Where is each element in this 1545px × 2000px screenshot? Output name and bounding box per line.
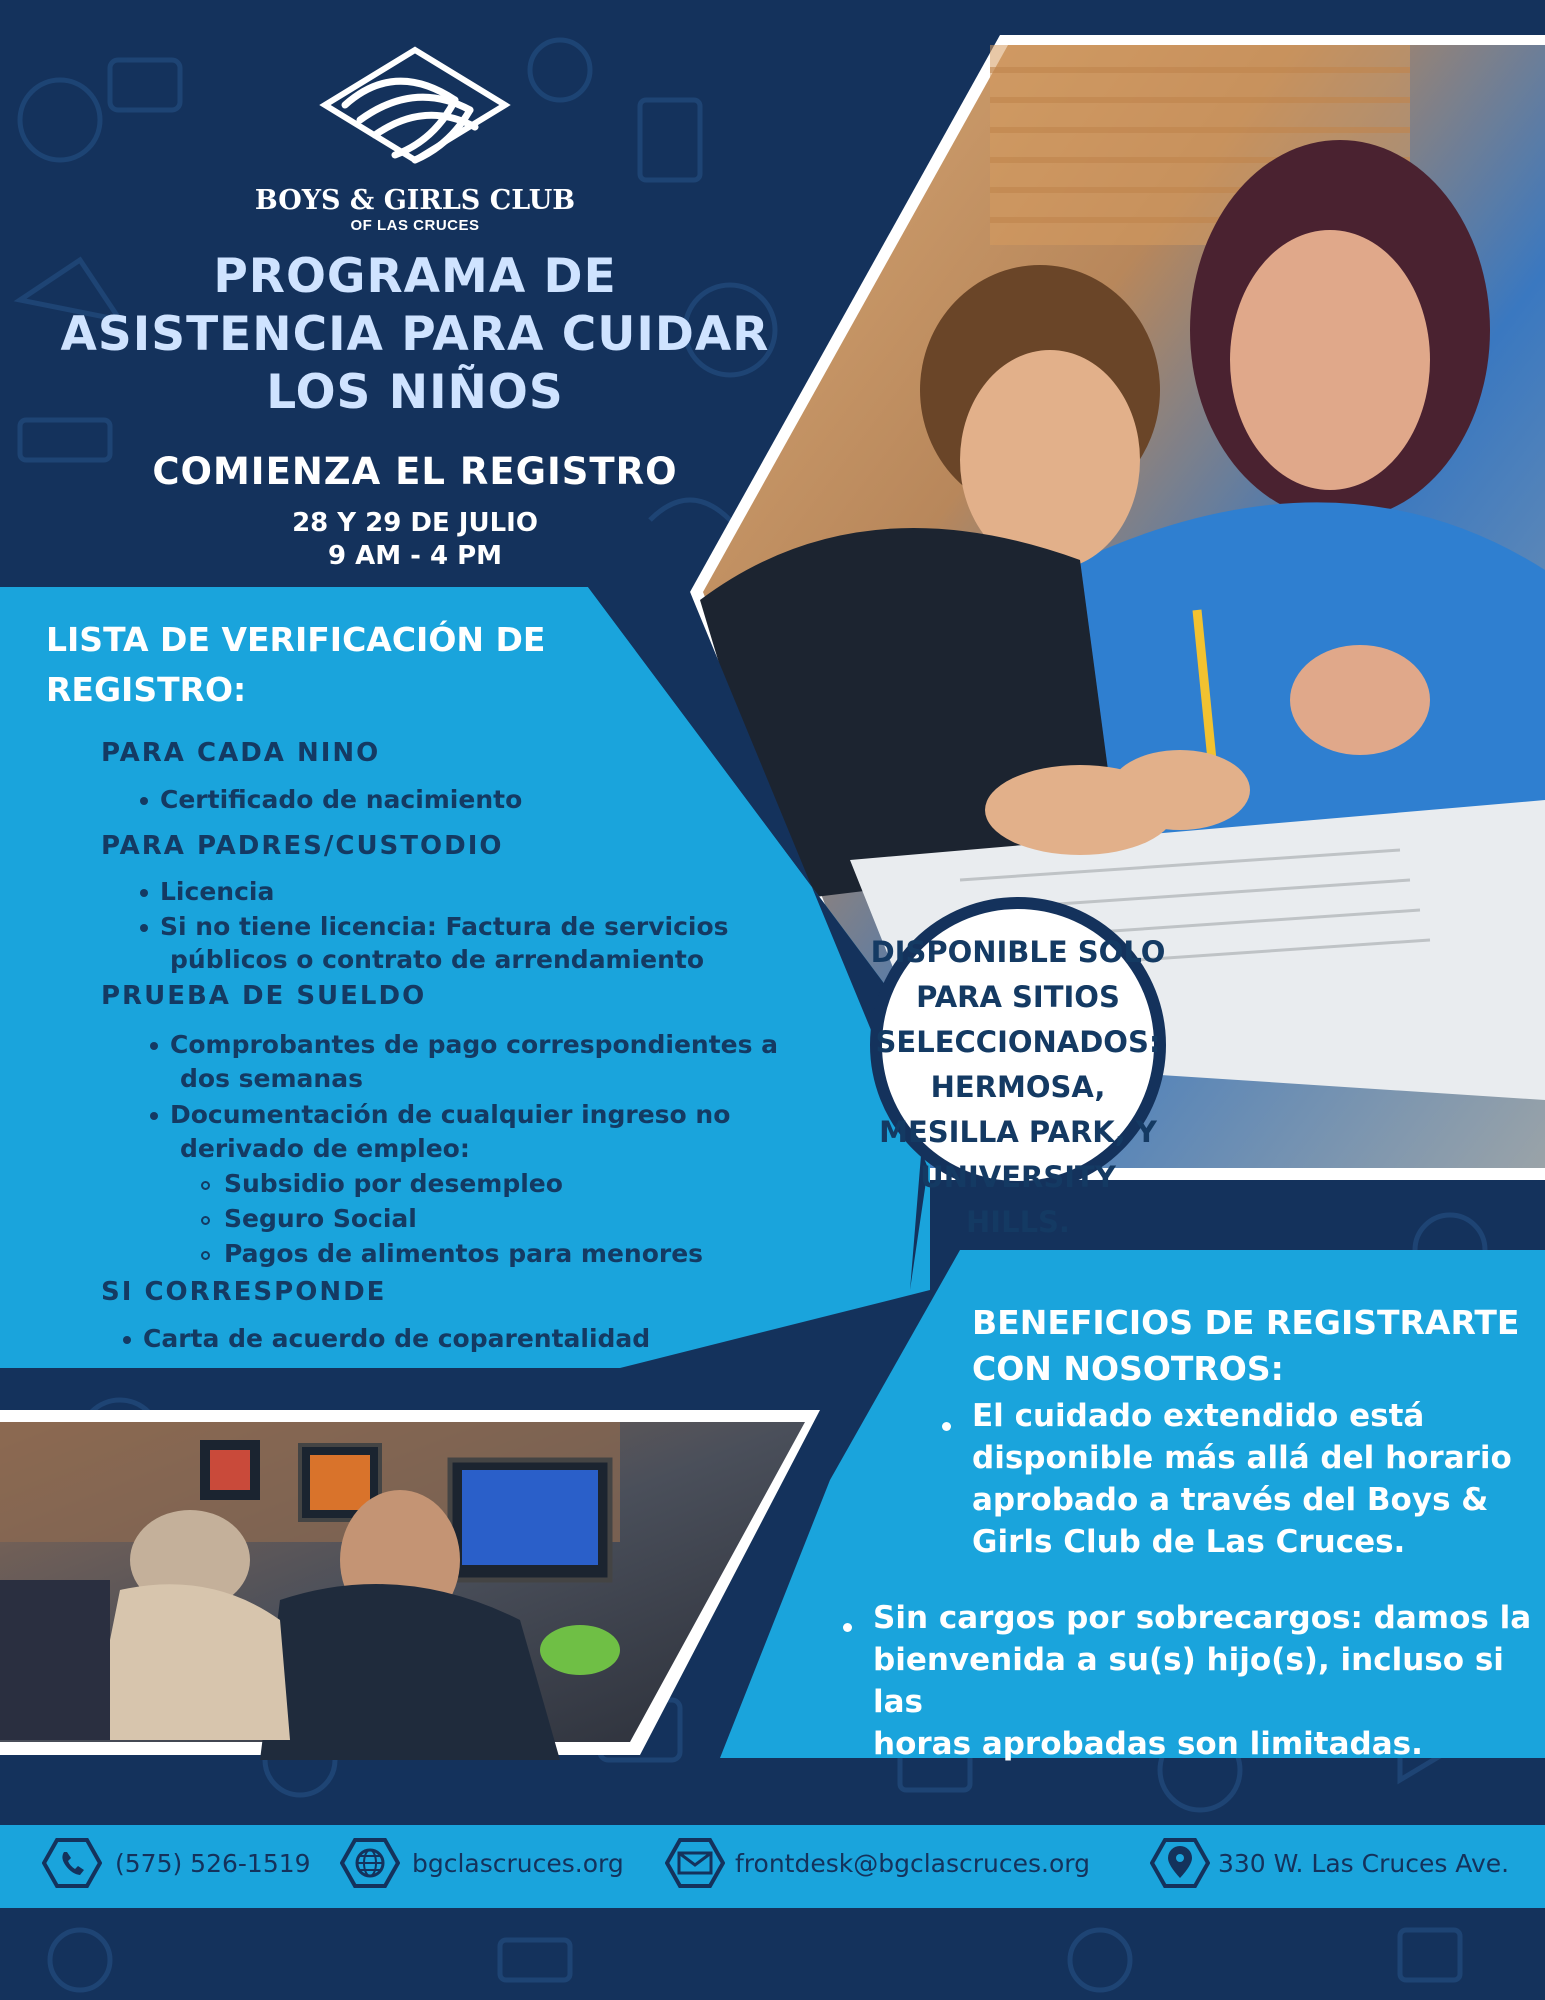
club-location: OF LAS CRUCES: [350, 217, 480, 234]
item-text: Si no tiene licencia: Factura de servicios: [160, 912, 729, 941]
bullet-icon: [150, 1042, 158, 1050]
availability-line: DISPONIBLE SOLO: [870, 935, 1166, 969]
section-heading-if-applicable: SI CORRESPONDE: [101, 1277, 387, 1307]
sub-bullet-icon: [201, 1216, 210, 1225]
globe-icon: [340, 1837, 400, 1889]
bullet-icon: [140, 797, 148, 805]
checklist-title-line: REGISTRO:: [46, 670, 247, 709]
title-line: LOS NIÑOS: [266, 365, 564, 420]
bullet-icon: [150, 1112, 158, 1120]
availability-line: MESILLA PARK, Y: [879, 1115, 1157, 1149]
phone-icon: [42, 1837, 102, 1889]
checklist-item-continued: derivado de empleo:: [180, 1134, 470, 1163]
checklist-title-line: LISTA DE VERIFICACIÓN DE: [46, 620, 546, 659]
item-text: Licencia: [160, 877, 275, 906]
availability-line: PARA SITIOS: [916, 980, 1120, 1014]
benefit-item-no-overcharges: [873, 1597, 1533, 1765]
availability-line: HERMOSA,: [930, 1070, 1106, 1104]
availability-line: SELECCIONADOS:: [875, 1025, 1161, 1059]
benefit-line: Sin cargos por sobrecargos: damos la: [873, 1600, 1532, 1636]
program-title: [10, 248, 820, 422]
checklist-subitem: [201, 1237, 703, 1270]
bullet-icon: [140, 889, 148, 897]
contact-address: 330 W. Las Cruces Ave.: [1218, 1849, 1510, 1878]
subitem-text: Seguro Social: [224, 1204, 417, 1233]
registration-schedule: [160, 507, 670, 573]
benefit-line: Girls Club de Las Cruces.: [972, 1524, 1406, 1560]
benefits-title-line: CON NOSOTROS:: [972, 1349, 1284, 1388]
benefit-line: bienvenida a su(s) hijo(s), incluso si las: [873, 1642, 1504, 1720]
checklist-item: [140, 910, 729, 943]
benefits-title-line: BENEFICIOS DE REGISTRARTE: [972, 1303, 1520, 1342]
club-logo: [305, 45, 525, 195]
subitem-text: Pagos de alimentos para menores: [224, 1239, 704, 1268]
envelope-icon: [665, 1837, 725, 1889]
checklist-item-continued: públicos o contrato de arrendamiento: [170, 945, 705, 974]
sub-bullet-icon: [201, 1251, 210, 1260]
location-pin-icon: [1150, 1837, 1210, 1889]
benefit-line: aprobado a través del Boys &: [972, 1482, 1489, 1518]
benefits-title: [972, 1300, 1532, 1392]
benefit-item-extended-care: [972, 1395, 1532, 1563]
bullet-icon: [123, 1336, 131, 1344]
item-text: Documentación de cualquier ingreso no: [170, 1100, 731, 1129]
item-text: Certificado de nacimiento: [160, 785, 523, 814]
checklist-subitem: [201, 1167, 563, 1200]
section-heading-income-proof: PRUEBA DE SUELDO: [101, 981, 427, 1011]
title-line: PROGRAMA DE: [213, 249, 617, 304]
checklist-item: [140, 783, 522, 816]
bullet-icon: [140, 924, 148, 932]
club-name: BOYS & GIRLS CLUB: [254, 185, 576, 216]
contact-website[interactable]: bgclascruces.org: [412, 1849, 624, 1878]
registration-hours: 9 AM - 4 PM: [327, 541, 503, 571]
item-text: Carta de acuerdo de coparentalidad: [143, 1324, 651, 1353]
section-heading-each-child: PARA CADA NINO: [101, 738, 381, 768]
benefit-line: El cuidado extendido está: [972, 1398, 1425, 1434]
availability-text: [868, 930, 1168, 1245]
benefit-line: disponible más allá del horario: [972, 1440, 1512, 1476]
availability-line: UNIVERSITY HILLS.: [920, 1160, 1116, 1239]
registration-subtitle: COMIENZA EL REGISTRO: [152, 450, 678, 493]
checklist-item-continued: dos semanas: [180, 1064, 363, 1093]
sub-bullet-icon: [201, 1181, 210, 1190]
benefit-line: horas aprobadas son limitadas.: [873, 1726, 1423, 1762]
checklist-title: [46, 615, 626, 715]
contact-phone[interactable]: (575) 526-1519: [115, 1849, 311, 1878]
title-line: ASISTENCIA PARA CUIDAR: [60, 307, 770, 362]
checklist-item: [150, 1028, 778, 1061]
checklist-item: [150, 1098, 730, 1131]
bullet-icon: [843, 1617, 852, 1636]
contact-email[interactable]: frontdesk@bgclascruces.org: [735, 1849, 1090, 1878]
section-heading-parents: PARA PADRES/CUSTODIO: [101, 831, 504, 861]
subitem-text: Subsidio por desempleo: [224, 1169, 563, 1198]
item-text: Comprobantes de pago correspondientes a: [170, 1030, 779, 1059]
bullet-icon: [942, 1416, 951, 1435]
registration-dates: 28 Y 29 DE JULIO: [292, 508, 538, 538]
checklist-subitem: [201, 1202, 417, 1235]
checklist-item: [140, 875, 274, 908]
checklist-item: [123, 1322, 650, 1355]
